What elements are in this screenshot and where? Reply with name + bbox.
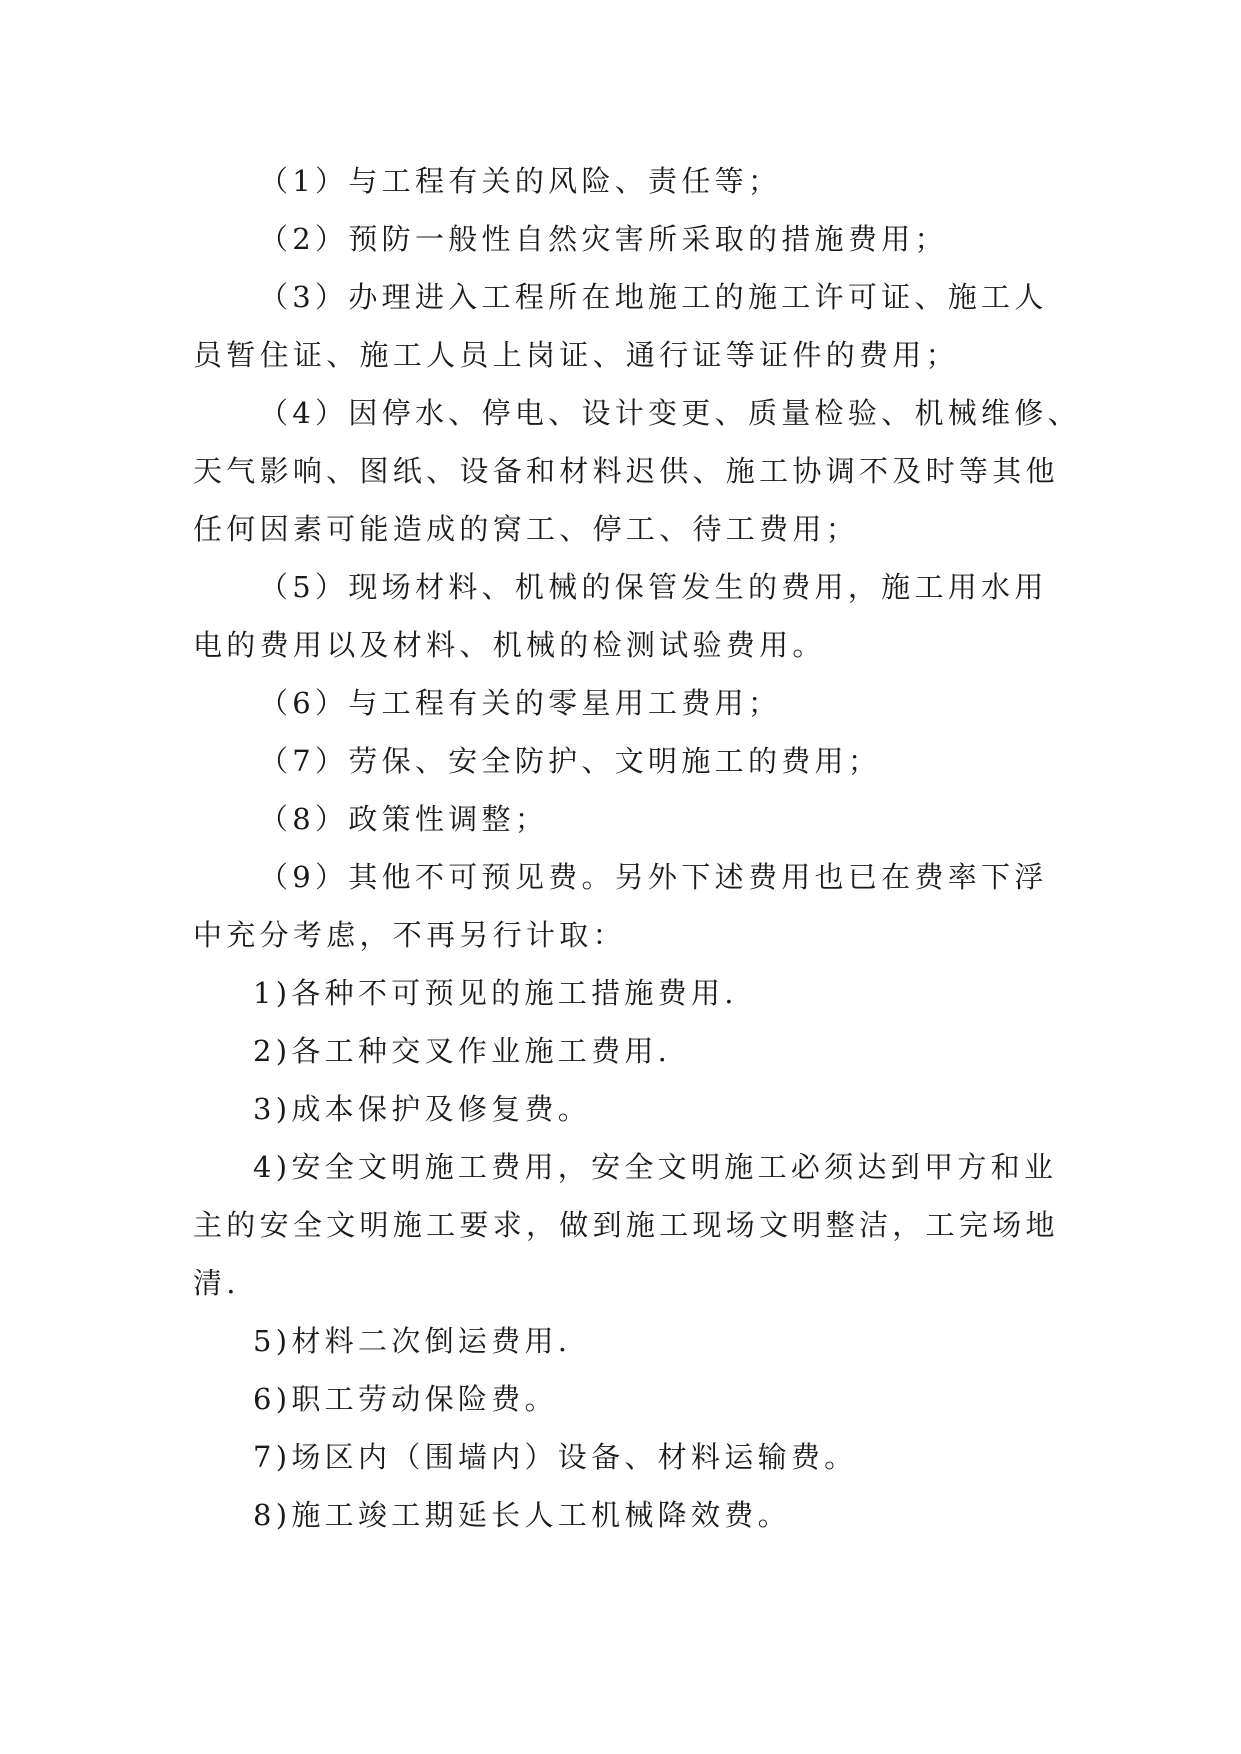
paragraph-line: （9）其他不可预见费。另外下述费用也已在费率下浮: [259, 860, 1048, 894]
document-body: [193, 160, 1081, 1552]
list-item: 2)各工种交叉作业施工费用.: [253, 1034, 672, 1068]
paragraph-line: （6）与工程有关的零星用工费用；: [259, 686, 782, 720]
paragraph-line: （5）现场材料、机械的保管发生的费用，施工用水用: [259, 570, 1048, 604]
paragraph-line: （3）办理进入工程所在地施工的施工许可证、施工人: [259, 280, 1048, 314]
list-item: 4)安全文明施工费用，安全文明施工必须达到甲方和业: [253, 1150, 1058, 1184]
list-item: 8)施工竣工期延长人工机械降效费。: [253, 1498, 791, 1532]
paragraph-line: （8）政策性调整；: [259, 802, 549, 836]
list-item: 7)场区内（围墙内）设备、材料运输费。: [253, 1440, 858, 1474]
paragraph-line: 员暂住证、施工人员上岗证、通行证等证件的费用；: [193, 338, 959, 372]
paragraph-line: 中充分考虑，不再另行计取：: [193, 918, 626, 952]
paragraph-line: 主的安全文明施工要求，做到施工现场文明整洁，工完场地: [193, 1208, 1059, 1242]
paragraph-line: 任何因素可能造成的窝工、停工、待工费用；: [193, 512, 860, 546]
paragraph-line: （1）与工程有关的风险、责任等；: [259, 164, 782, 198]
list-item: 6)职工劳动保险费。: [253, 1382, 558, 1416]
paragraph-line: 清.: [193, 1266, 240, 1300]
list-item: 1)各种不可预见的施工措施费用.: [253, 976, 738, 1010]
paragraph-line: 天气影响、图纸、设备和材料迟供、施工协调不及时等其他: [193, 454, 1059, 488]
list-item: 5)材料二次倒运费用.: [253, 1324, 572, 1358]
paragraph-line: （4）因停水、停电、设计变更、质量检验、机械维修、: [259, 396, 1081, 430]
paragraph-line: （7）劳保、安全防护、文明施工的费用；: [259, 744, 882, 778]
paragraph-line: （2）预防一般性自然灾害所采取的措施费用；: [259, 222, 948, 256]
list-item: 3)成本保护及修复费。: [253, 1092, 592, 1126]
paragraph-line: 电的费用以及材料、机械的检测试验费用。: [193, 628, 826, 662]
